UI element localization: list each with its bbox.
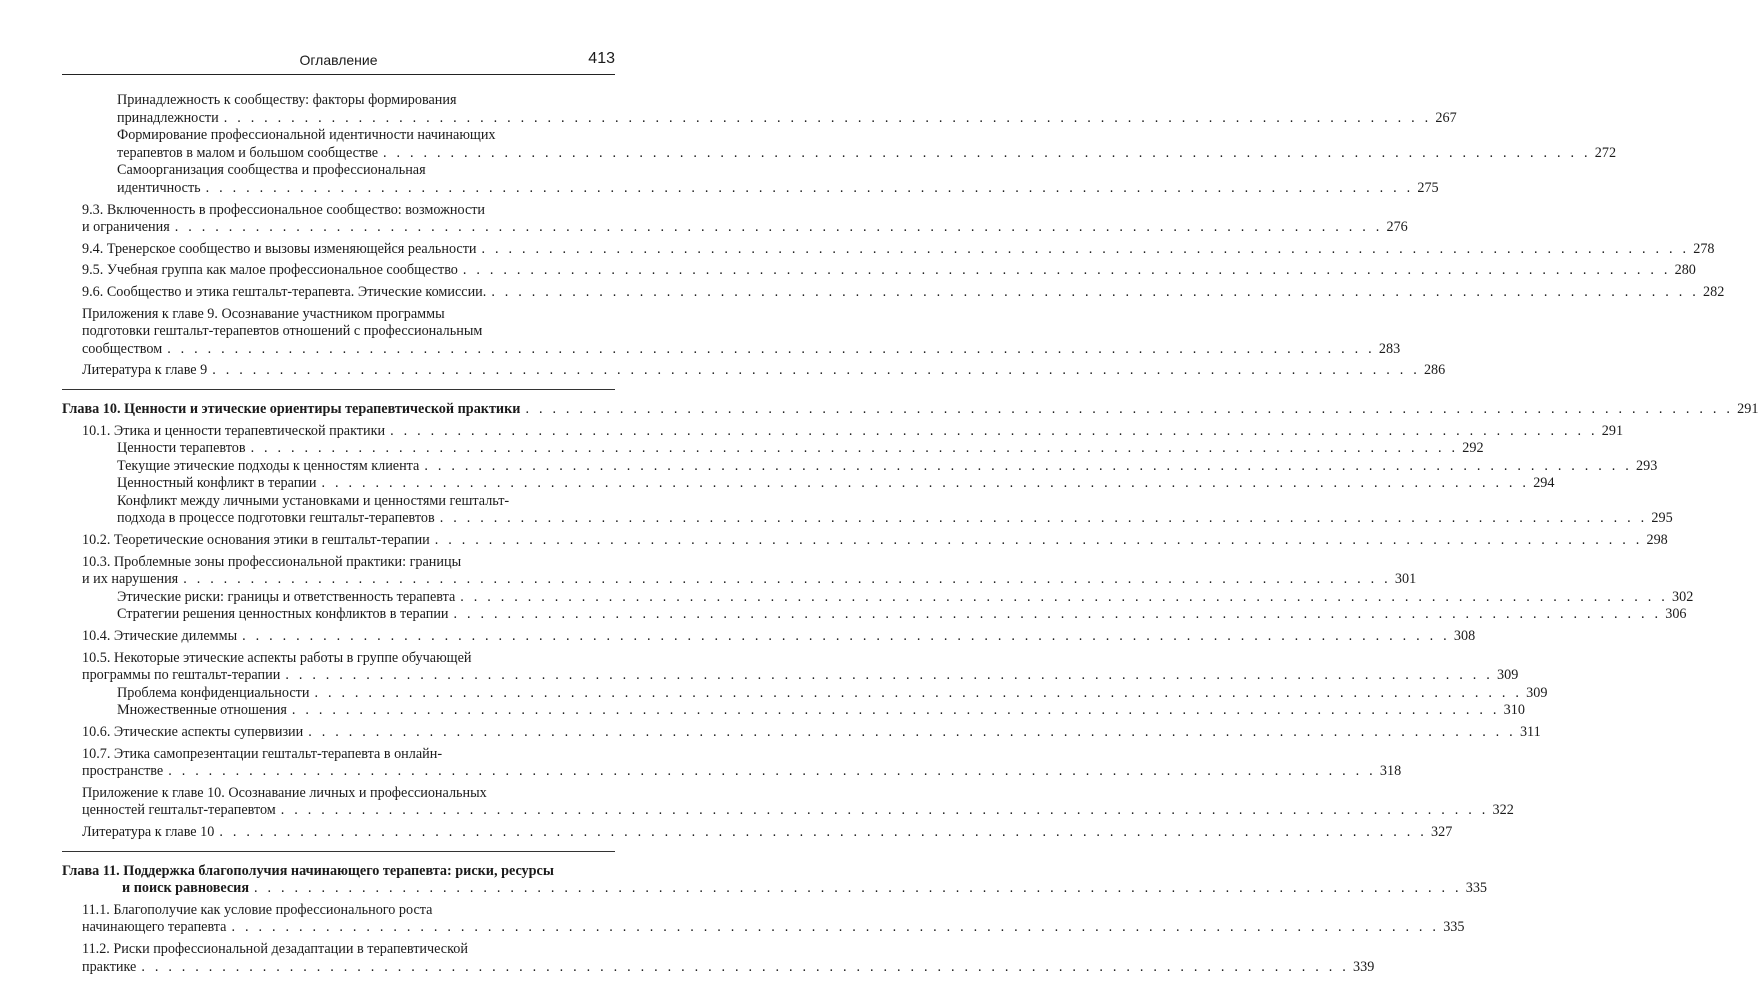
toc-section-entry[interactable] [82,362,1446,380]
page-header-title: Оглавление [299,52,378,68]
toc-page-number: 286 [1423,362,1446,379]
toc-entry-text: Формирование профессиональной идентичности начинающих [117,127,496,144]
toc-page-number: 291 [1601,422,1624,439]
toc-page-number: 310 [1503,702,1525,719]
toc-entry-text: 11.2. Риски профессиональной дезадаптации в терапевтической [82,940,468,957]
dot-leader: . . . . . . . . . . . . . . . . . . . . . . . . . . . . . . . . . . . . . . . . . . . . . . . . . . . . . . . . . . . . . . . . . . . . . . . . . . . . . . . . . . . . . . . . . . [223,109,1432,126]
toc-chapter-entry[interactable] [62,400,1758,419]
toc-section-entry[interactable] [82,724,1541,742]
toc-entry-text: Стратегии решения ценностных конфликтов в терапии [117,606,449,623]
toc-entry-text: 10.7. Этика самопрезентации гештальт-терапевта в онлайн- [82,745,443,762]
toc-section-entry[interactable] [82,649,1519,685]
toc-page-number: 294 [1533,475,1555,492]
toc-entry-text: 10.2. Теоретические основания этики в гештальт-терапии [82,532,430,549]
toc-section-entry[interactable] [82,940,1375,976]
toc-section-entry[interactable] [82,240,1715,259]
dot-leader: . . . . . . . . . . . . . . . . . . . . . . . . . . . . . . . . . . . . . . . . . . . . . . . . . . . . . . . . . . . . . . . . . . . . . . . . . . . . . . . . . . . . . . . . . . [285,667,1494,684]
toc-section-entry[interactable] [82,532,1668,550]
dot-leader: . . . . . . . . . . . . . . . . . . . . . . . . . . . . . . . . . . . . . . . . . . . . . . . . . . . . . . . . . . . . . . . . . . . . . . . . . . . . . . . . . . . . . . . . . . [321,475,1530,492]
dot-leader: . . . . . . . . . . . . . . . . . . . . . . . . . . . . . . . . . . . . . . . . . . . . . . . . . . . . . . . . . . . . . . . . . . . . . . . . . . . . . . . . . . . . . . . . . . [481,240,1690,257]
dot-leader: . . . . . . . . . . . . . . . . . . . . . . . . . . . . . . . . . . . . . . . . . . . . . . . . . . . . . . . . . . . . . . . . . . . . . . . . . . . . . . . . . . . . . . . . . . [525,400,1734,417]
toc-chapter-entry[interactable] [62,862,1488,898]
toc-entry-text: Проблема конфиденциальности [117,684,310,701]
toc-subsection-entry[interactable] [117,475,1555,493]
toc-page-number: 272 [1594,144,1617,161]
running-head [62,48,615,75]
toc-section-entry[interactable] [82,628,1476,646]
toc-entry-text: Конфликт между личными установками и ценностями гештальт- [117,492,510,509]
dot-leader: . . . . . . . . . . . . . . . . . . . . . . . . . . . . . . . . . . . . . . . . . . . . . . . . . . . . . . . . . . . . . . . . . . . . . . . . . . . . . . . . . . . . . . . . . . [254,880,1462,897]
toc-subsection-entry[interactable] [117,162,1439,197]
toc-page-number: 339 [1353,958,1375,975]
toc-page-number: 335 [1443,919,1465,936]
chapter-divider [62,389,615,390]
dot-leader: . . . . . . . . . . . . . . . . . . . . . . . . . . . . . . . . . . . . . . . . . . . . . . . . . . . . . . . . . . . . . . . . . . . . . . . . . . . . . . . . . . . . . . . . . . [462,262,1671,279]
toc-entry-text: терапевтов в малом и большом сообществе [117,144,379,161]
toc-page-number: 291 [1737,400,1758,417]
toc-section-entry[interactable] [82,201,1408,237]
dot-leader: . . . . . . . . . . . . . . . . . . . . . . . . . . . . . . . . . . . . . . . . . . . . . . . . . . . . . . . . . . . . . . . . . . . . . . . . . . . . . . . . . . . . . . . . . . [434,532,1643,549]
toc-entry-text: 9.5. Учебная группа как малое профессиональное сообщество [82,262,458,279]
toc-section-entry[interactable] [82,901,1465,937]
dot-leader: . . . . . . . . . . . . . . . . . . . . . . . . . . . . . . . . . . . . . . . . . . . . . . . . . . . . . . . . . . . . . . . . . . . . . . . . . . . . . . . . . . . . . . . . . . [250,440,1459,457]
toc-entry-text: Ценностный конфликт в терапии [117,475,317,492]
toc-entry-text: 10.4. Этические дилеммы [82,628,238,645]
toc-subsection-entry[interactable] [117,492,1673,528]
toc-entry-text: 10.5. Некоторые этические аспекты работы в группе обучающей [82,649,472,666]
toc-entry-text: сообществом [82,340,163,357]
dot-leader: . . . . . . . . . . . . . . . . . . . . . . . . . . . . . . . . . . . . . . . . . . . . . . . . . . . . . . . . . . . . . . . . . . . . . . . . . . . . . . . . . . . . . . . . . . [460,588,1668,605]
toc-page-number: 301 [1394,571,1417,588]
dot-leader: . . . . . . . . . . . . . . . . . . . . . . . . . . . . . . . . . . . . . . . . . . . . . . . . . . . . . . . . . . . . . . . . . . . . . . . . . . . . . . . . . . . . . . . . . . [242,628,1450,645]
toc-subsection-entry[interactable] [117,92,1457,127]
toc-page-number: 309 [1526,684,1548,701]
toc-entry-text: 10.1. Этика и ценности терапевтической практики [82,422,386,439]
dot-leader: . . . . . . . . . . . . . . . . . . . . . . . . . . . . . . . . . . . . . . . . . . . . . . . . . . . . . . . . . . . . . . . . . . . . . . . . . . . . . . . . . . . . . . . . . . [167,340,1375,357]
toc-subsection-entry[interactable] [117,588,1694,607]
toc-section-entry[interactable] [82,553,1417,589]
toc-section-entry[interactable] [82,283,1725,302]
toc-entry-text: 10.3. Проблемные зоны профессиональной практики: границы [82,553,462,570]
toc-page-number: 280 [1674,262,1696,279]
toc-entry-text: и ограничения [82,219,170,236]
dot-leader: . . . . . . . . . . . . . . . . . . . . . . . . . . . . . . . . . . . . . . . . . . . . . . . . . . . . . . . . . . . . . . . . . . . . . . . . . . . . . . . . . . . . . . . . . . [308,724,1516,740]
toc-page-number: 267 [1435,109,1457,126]
dot-leader: . . . . . . . . . . . . . . . . . . . . . . . . . . . . . . . . . . . . . . . . . . . . . . . . . . . . . . . . . . . . . . . . . . . . . . . . . . . . . . . . . . . . . . . . . . [219,823,1428,840]
toc-entry-text: Текущие этические подходы к ценностям клиента [117,457,420,474]
toc-section-entry[interactable] [82,305,1401,359]
toc-entry-text: Литература к главе 9 [82,362,208,379]
toc-section-entry[interactable] [82,745,1402,781]
toc-entry-text: и их нарушения [82,571,179,588]
toc-entry-text: Множественные отношения [117,702,287,719]
toc-page-number: 318 [1379,763,1402,780]
dot-leader: . . . . . . . . . . . . . . . . . . . . . . . . . . . . . . . . . . . . . . . . . . . . . . . . . . . . . . . . . . . . . . . . . . . . . . . . . . . . . . . . . . . . . . . . . . [205,179,1414,196]
toc-subsection-entry[interactable] [117,606,1687,624]
dot-leader: . . . . . . . . . . . . . . . . . . . . . . . . . . . . . . . . . . . . . . . . . . . . . . . . . . . . . . . . . . . . . . . . . . . . . . . . . . . . . . . . . . . . . . . . . . [383,144,1591,161]
toc-entry-text: 9.4. Тренерское сообщество и вызовы изменяющейся реальности [82,240,477,257]
dot-leader: . . . . . . . . . . . . . . . . . . . . . . . . . . . . . . . . . . . . . . . . . . . . . . . . . . . . . . . . . . . . . . . . . . . . . . . . . . . . . . . . . . . . . . . . . . [453,606,1662,623]
dot-leader: . . . . . . . . . . . . . . . . . . . . . . . . . . . . . . . . . . . . . . . . . . . . . . . . . . . . . . . . . . . . . . . . . . . . . . . . . . . . . . . . . . . . . . . . . . [291,702,1500,719]
toc-page-number: 309 [1497,667,1519,684]
toc-entry-text: подготовки гештальт-терапевтов отношений с профессиональным [82,323,483,340]
toc-entry-text: 9.3. Включенность в профессиональное сообщество: возможности [82,201,486,218]
dot-leader: . . . . . . . . . . . . . . . . . . . . . . . . . . . . . . . . . . . . . . . . . . . . . . . . . . . . . . . . . . . . . . . . . . . . . . . . . . . . . . . . . . . . . . . . . . [183,571,1391,588]
toc-subsection-entry[interactable] [117,684,1548,703]
dot-leader: . . . . . . . . . . . . . . . . . . . . . . . . . . . . . . . . . . . . . . . . . . . . . . . . . . . . . . . . . . . . . . . . . . . . . . . . . . . . . . . . . . . . . . . . . . [168,763,1376,780]
toc-page-number: 311 [1519,724,1541,740]
toc-section-entry[interactable] [82,784,1514,820]
toc-page-number: 278 [1693,240,1715,257]
toc-entry-text: программы по гештальт-терапии [82,667,281,684]
toc-entry-text: Глава 10. Ценности и этические ориентиры терапевтической практики [62,400,521,417]
toc-subsection-entry[interactable] [117,127,1617,162]
toc-page-number: 298 [1646,532,1668,549]
toc-subsection-entry[interactable] [117,457,1658,476]
toc-page-number: 308 [1453,628,1476,645]
toc-section-entry[interactable] [82,823,1453,842]
dot-leader: . . . . . . . . . . . . . . . . . . . . . . . . . . . . . . . . . . . . . . . . . . . . . . . . . . . . . . . . . . . . . . . . . . . . . . . . . . . . . . . . . . . . . . . . . . [314,684,1523,701]
dot-leader: . . . . . . . . . . . . . . . . . . . . . . . . . . . . . . . . . . . . . . . . . . . . . . . . . . . . . . . . . . . . . . . . . . . . . . . . . . . . . . . . . . . . . . . . . . [231,919,1440,936]
toc-page-number: 282 [1703,283,1725,300]
toc-entry-text: ценностей гештальт-терапевтом [82,802,276,819]
toc-entry-text: практике [82,958,137,975]
toc-entry-text: Приложение к главе 10. Осознавание личных и профессиональных [82,784,487,801]
toc-entry-text: начинающего терапевта [82,919,227,936]
dot-leader: . . . . . . . . . . . . . . . . . . . . . . . . . . . . . . . . . . . . . . . . . . . . . . . . . . . . . . . . . . . . . . . . . . . . . . . . . . . . . . . . . . . . . . . . . . [280,802,1489,819]
toc-page-number: 293 [1636,457,1658,474]
toc-entry-text: 11.1. Благополучие как условие профессионального роста [82,901,433,918]
toc-section-entry[interactable] [82,422,1624,441]
dot-leader: . . . . . . . . . . . . . . . . . . . . . . . . . . . . . . . . . . . . . . . . . . . . . . . . . . . . . . . . . . . . . . . . . . . . . . . . . . . . . . . . . . . . . . . . . . [491,283,1700,300]
toc-page-number: 327 [1431,823,1453,840]
toc-entry-text: Литература к главе 10 [82,823,215,840]
toc-subsection-entry[interactable] [117,440,1484,458]
dot-leader: . . . . . . . . . . . . . . . . . . . . . . . . . . . . . . . . . . . . . . . . . . . . . . . . . . . . . . . . . . . . . . . . . . . . . . . . . . . . . . . . . . . . . . . . . . [212,362,1420,379]
toc-subsection-entry[interactable] [117,702,1525,720]
toc-entry-text: идентичность [117,179,201,196]
dot-leader: . . . . . . . . . . . . . . . . . . . . . . . . . . . . . . . . . . . . . . . . . . . . . . . . . . . . . . . . . . . . . . . . . . . . . . . . . . . . . . . . . . . . . . . . . . [390,422,1598,439]
toc-entry-text: пространстве [82,763,164,780]
toc-entry-text: Приложения к главе 9. Осознавание участником программы [82,305,445,322]
page-number: 413 [588,50,615,67]
toc-page-number: 283 [1378,340,1401,357]
dot-leader: . . . . . . . . . . . . . . . . . . . . . . . . . . . . . . . . . . . . . . . . . . . . . . . . . . . . . . . . . . . . . . . . . . . . . . . . . . . . . . . . . . . . . . . . . . [439,510,1648,527]
toc-page-number: 322 [1492,802,1514,819]
toc-page-number: 292 [1462,440,1484,457]
dot-leader: . . . . . . . . . . . . . . . . . . . . . . . . . . . . . . . . . . . . . . . . . . . . . . . . . . . . . . . . . . . . . . . . . . . . . . . . . . . . . . . . . . . . . . . . . . [174,219,1383,236]
toc-page-number: 295 [1651,510,1673,527]
dot-leader: . . . . . . . . . . . . . . . . . . . . . . . . . . . . . . . . . . . . . . . . . . . . . . . . . . . . . . . . . . . . . . . . . . . . . . . . . . . . . . . . . . . . . . . . . . [141,958,1350,975]
toc-entry-text: и поиск равновесия [122,880,250,897]
toc-entry-text: принадлежности [117,109,219,126]
table-of-contents [62,92,1758,976]
toc-entry-text: Принадлежность к сообществу: факторы формирования [117,92,457,108]
toc-page-number: 276 [1386,219,1408,236]
toc-entry-text: 9.6. Сообщество и этика гештальт-терапевта. Этические комиссии. [82,283,487,300]
toc-entry-text: Глава 11. Поддержка благополучия начинающего терапевта: риски, ресурсы [62,862,554,879]
toc-section-entry[interactable] [82,262,1696,280]
toc-entry-text: Этические риски: границы и ответственность терапевта [117,588,456,605]
chapter-divider [62,851,615,852]
toc-page-number: 306 [1665,606,1687,623]
toc-entry-text: 10.6. Этические аспекты супервизии [82,724,304,740]
dot-leader: . . . . . . . . . . . . . . . . . . . . . . . . . . . . . . . . . . . . . . . . . . . . . . . . . . . . . . . . . . . . . . . . . . . . . . . . . . . . . . . . . . . . . . . . . . [424,457,1633,474]
toc-page-number: 275 [1417,179,1439,196]
toc-entry-text: Самоорганизация сообщества и профессиональная [117,162,426,179]
toc-entry-text: Ценности терапевтов [117,440,246,457]
toc-entry-text: подхода в процессе подготовки гештальт-терапевтов [117,510,435,527]
toc-page-number: 335 [1465,880,1488,897]
toc-page-number: 302 [1672,588,1694,605]
